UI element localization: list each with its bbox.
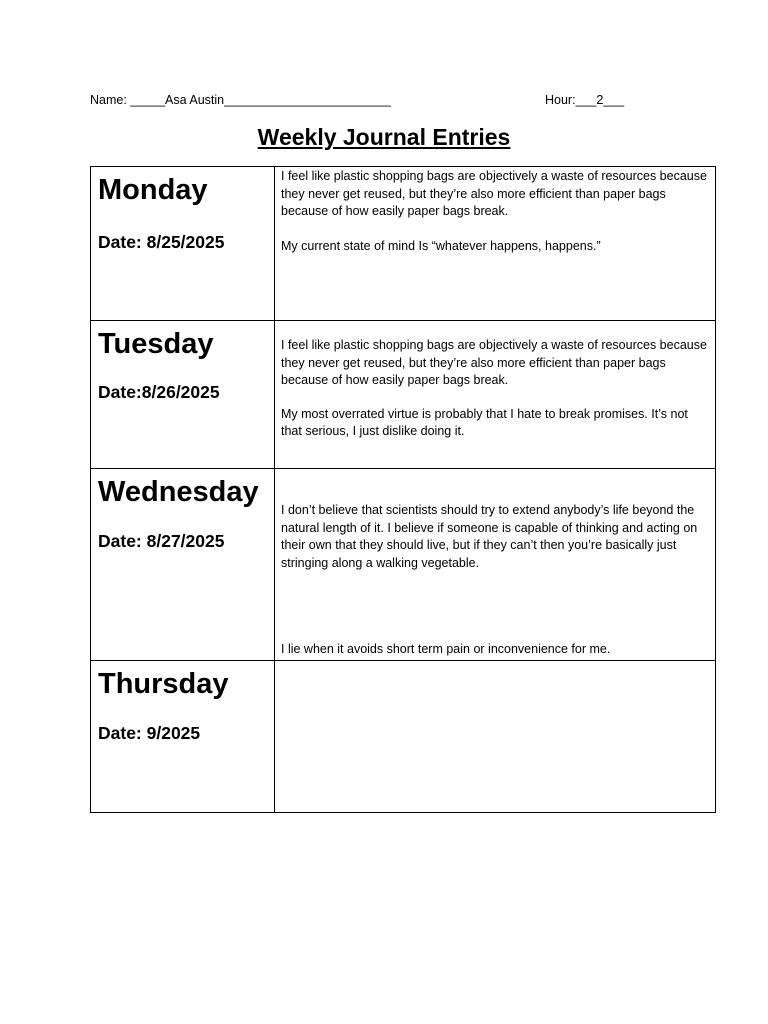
journal-row-tuesday (91, 321, 716, 469)
entry-paragraph: My most overrated virtue is probably that I hate to break promises. It’s not that serious, I just dislike doing it. (281, 406, 688, 438)
entry-cell[interactable] (275, 321, 716, 469)
entry-paragraph: I feel like plastic shopping bags are objectively a waste of resources because they never get reused, but they’re also more efficient than paper bags because of how easily paper bags break. (281, 169, 707, 218)
name-line: Name: _____Asa Austin________________________ (90, 93, 391, 107)
entry-paragraph: I feel like plastic shopping bags are objectively a waste of resources because they never get reused, but they’re also more efficient than paper bags because of how easily paper bags break. (281, 338, 707, 387)
journal-table (90, 166, 716, 813)
day-date: Date: 8/27/2025 (98, 531, 225, 551)
day-name: Monday (98, 174, 208, 206)
hour-line: Hour:___2___ (545, 93, 625, 107)
entry-paragraph: My current state of mind Is “whatever happens, happens.” (281, 238, 601, 253)
day-date: Date: 8/25/2025 (98, 232, 225, 252)
day-cell (91, 321, 275, 469)
day-cell (91, 167, 275, 321)
day-cell (91, 469, 275, 661)
day-name: Wednesday (98, 476, 259, 508)
entry-cell[interactable] (275, 167, 716, 321)
entry-paragraph: I lie when it avoids short term pain or inconvenience for me. (281, 642, 611, 656)
journal-row-monday (91, 167, 716, 321)
entry-cell[interactable] (275, 661, 716, 813)
journal-row-wednesday (91, 469, 716, 661)
day-date: Date: 9/2025 (98, 723, 201, 743)
page-title: Weekly Journal Entries (257, 124, 511, 150)
day-date: Date:8/26/2025 (98, 382, 220, 402)
journal-row-thursday (91, 661, 716, 813)
day-name: Tuesday (98, 328, 214, 360)
entry-cell[interactable] (275, 469, 716, 661)
day-name: Thursday (98, 668, 229, 700)
entry-paragraph: I don’t believe that scientists should try to extend anybody’s life beyond the natural length of it. I believe if someone is capable of thinking and acting on their own that they should live, but if they can’t then you’re basically just stringing along a walking vegetable. (281, 503, 698, 570)
day-cell (91, 661, 275, 813)
